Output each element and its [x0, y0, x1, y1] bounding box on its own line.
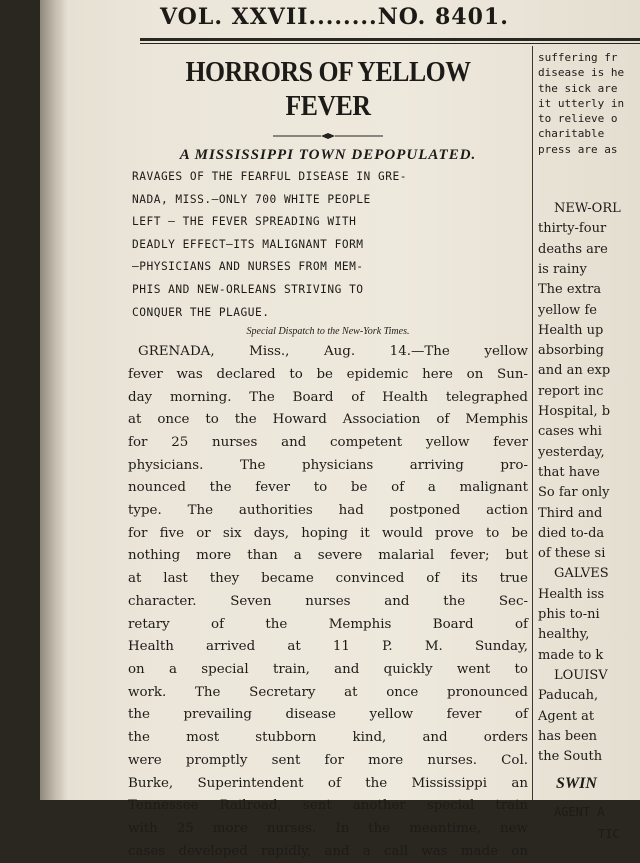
- adjacent-line: press are as: [538, 142, 618, 156]
- adjacent-line: report inc: [538, 383, 604, 399]
- adjacent-line: thirty-four: [538, 221, 607, 237]
- article-headline: HORRORS OF YELLOW FEVER: [185, 57, 471, 122]
- deck-line: DEADLY EFFECT—ITS MALIGNANT FORM: [132, 237, 364, 251]
- adjacent-body-text: [538, 199, 640, 767]
- dispatch-credit: Special Dispatch to the New-York Times.: [246, 326, 410, 338]
- adjacent-line: The extra: [538, 282, 602, 298]
- adjacent-line: Paducah,: [538, 688, 599, 704]
- body-line: GRENADA, Miss., Aug. 14.—The yellow: [138, 344, 528, 360]
- adjacent-line: of these si: [538, 546, 606, 562]
- masthead-rule-thin: [140, 43, 640, 44]
- adjacent-line: is rainy: [538, 261, 587, 277]
- adjacent-line: charitable: [538, 127, 605, 141]
- adjacent-line: the sick are: [538, 81, 618, 95]
- adjacent-line: LOUISV: [554, 667, 608, 683]
- body-line: Health arrived at 11 P. M. Sunday,: [128, 639, 528, 655]
- adjacent-line: Third and: [538, 505, 603, 521]
- deck-line: RAVAGES OF THE FEARFUL DISEASE IN GRE-: [132, 170, 407, 183]
- body-line: nothing more than a severe malarial fever; but: [128, 548, 528, 564]
- adjacent-line: NEW-ORL: [554, 201, 621, 217]
- adjacent-line: Agent at: [538, 708, 595, 724]
- adjacent-line: Hospital, b: [538, 404, 611, 420]
- body-line: retary of the Memphis Board of: [128, 616, 528, 632]
- newspaper-page: [40, 0, 640, 859]
- body-line: cases developed rapidly, and a call was made on: [128, 843, 528, 859]
- adjacent-line: the South: [538, 749, 603, 765]
- body-line: at last they became convinced of its true: [128, 571, 528, 587]
- body-line: Burke, Superintendent of the Mississippi an: [128, 775, 528, 791]
- body-line: type. The authorities had postponed action: [128, 503, 528, 519]
- adjacent-line: Health iss: [538, 586, 605, 602]
- column-divider: [532, 46, 533, 800]
- adjacent-line: made to k: [538, 647, 604, 663]
- body-line: for 25 nurses and competent yellow fever: [128, 434, 528, 450]
- body-line: nounced the fever to be of a malignant: [128, 480, 528, 496]
- adjacent-line: that have: [538, 464, 600, 480]
- article-column: [128, 50, 528, 859]
- adjacent-line: phis to-ni: [538, 607, 600, 623]
- body-line: character. Seven nurses and the Sec-: [128, 593, 528, 609]
- body-line: the prevailing disease yellow fever of: [128, 707, 528, 723]
- body-line: Tennessee Railroad, sent another special train: [128, 798, 528, 814]
- adjacent-line: So far only: [538, 485, 610, 501]
- deck-line: NADA, MISS.—ONLY 700 WHITE PEOPLE: [132, 192, 371, 206]
- body-line: fever was declared to be epidemic here on Sun-: [128, 366, 528, 382]
- body-line: for five or six days, hoping it would prove to be: [128, 525, 528, 541]
- body-line: work. The Secretary at once pronounced: [128, 684, 528, 700]
- adjacent-line: TIC: [598, 827, 620, 842]
- adjacent-line: yesterday,: [538, 444, 605, 460]
- deck-line: PHIS AND NEW-ORLEANS STRIVING TO: [132, 282, 364, 296]
- ornament-rule-icon: [273, 132, 383, 140]
- article-subhead: A MISSISSIPPI TOWN DEPOPULATED.: [179, 147, 477, 163]
- adjacent-line: disease is he: [538, 66, 625, 80]
- adjacent-line: deaths are: [538, 241, 608, 257]
- adjacent-line: AGENT A: [554, 805, 605, 820]
- article-body: [128, 341, 528, 863]
- adjacent-line: GALVES: [554, 566, 609, 582]
- adjacent-top-text: [538, 50, 640, 157]
- adjacent-line: died to-da: [538, 525, 605, 541]
- body-line: with 25 more nurses. In the meantime, new: [128, 820, 528, 836]
- page-fold-shadow: [40, 0, 68, 800]
- adjacent-line: healthy,: [538, 627, 590, 643]
- adjacent-line: Health up: [538, 322, 604, 338]
- adjacent-line: suffering fr: [538, 51, 618, 64]
- body-line: the most stubborn kind, and orders: [128, 730, 528, 746]
- adjacent-line: to relieve o: [538, 112, 618, 126]
- adjacent-line: and an exp: [538, 363, 611, 379]
- adjacent-line: has been: [538, 728, 598, 744]
- deck-line: LEFT — THE FEVER SPREADING WITH: [132, 215, 357, 229]
- adjacent-column: [538, 50, 640, 842]
- adjacent-line: absorbing: [538, 343, 604, 359]
- body-line: day morning. The Board of Health telegraphed: [128, 389, 528, 405]
- adjacent-line: it utterly in: [538, 96, 625, 110]
- body-line: were promptly sent for more nurses. Col.: [128, 752, 528, 768]
- article-deck: [132, 166, 522, 324]
- masthead-rule-thick: [140, 38, 640, 41]
- body-line: physicians. The physicians arriving pro-: [128, 457, 528, 473]
- body-line: on a special train, and quickly went to: [128, 662, 528, 677]
- adjacent-agent-text: [538, 801, 640, 845]
- volume-number-line: VOL. XXVII........NO. 8401.: [160, 4, 509, 30]
- adjacent-line: yellow fe: [538, 302, 597, 318]
- deck-line: —PHYSICIANS AND NURSES FROM MEM-: [132, 260, 364, 274]
- adjacent-line: cases whi: [538, 424, 602, 440]
- deck-line: CONQUER THE PLAGUE.: [132, 305, 270, 319]
- adjacent-section-head: SWIN: [556, 775, 597, 793]
- body-line: at once to the Howard Association of Memphis: [128, 412, 528, 428]
